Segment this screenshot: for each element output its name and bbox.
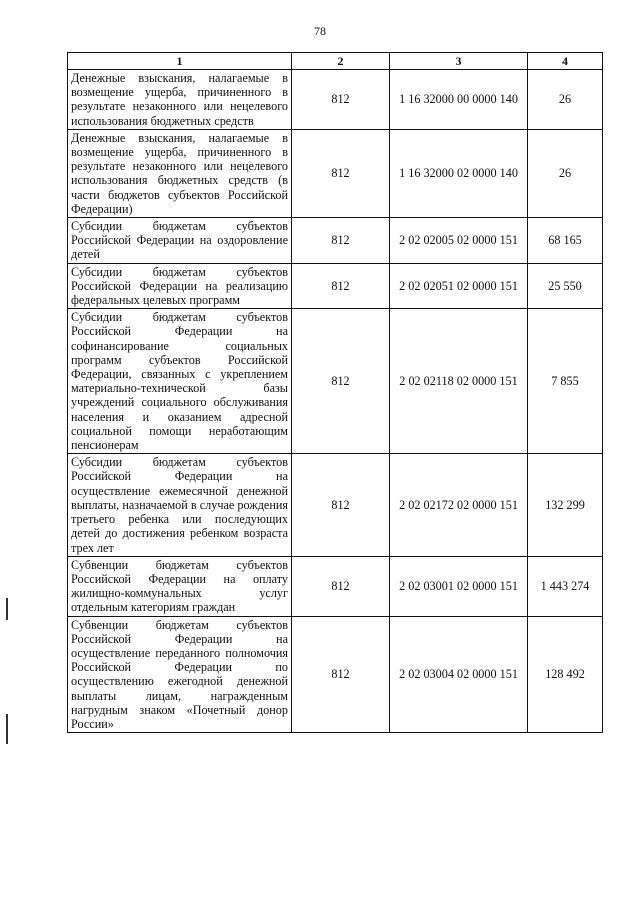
row-amount: 26 [528, 70, 603, 130]
row-description: Денежные взыскания, налагаемые в возмещение ущерба, причиненного в результате незаконного или нецелевого использования бюджетных средств (в части бюджетов субъектов Российской Федерации) [68, 129, 292, 217]
budget-table [67, 52, 603, 733]
table-row [68, 263, 603, 309]
row-description: Субсидии бюджетам субъектов Российской Федерации на реализацию федеральных целевых программ [68, 263, 292, 309]
row-admin-code: 812 [292, 616, 390, 733]
row-classification-code: 2 02 02005 02 0000 151 [390, 218, 528, 264]
row-amount: 132 299 [528, 454, 603, 556]
table-row [68, 616, 603, 733]
header-row [68, 53, 603, 70]
row-description: Субсидии бюджетам субъектов Российской Федерации на осуществление ежемесячной денежной выплаты, назначаемой в случае рождения третьего ребенка или последующих детей до достижения ребенком возраста трех лет [68, 454, 292, 556]
table-row [68, 556, 603, 616]
table-row [68, 129, 603, 217]
margin-mark [6, 598, 8, 620]
row-admin-code: 812 [292, 218, 390, 264]
row-description: Субвенции бюджетам субъектов Российской Федерации на оплату жилищно-коммунальных услуг отдельным категориям граждан [68, 556, 292, 616]
row-amount: 25 550 [528, 263, 603, 309]
row-classification-code: 1 16 32000 00 0000 140 [390, 70, 528, 130]
table-row [68, 454, 603, 556]
row-classification-code: 2 02 02172 02 0000 151 [390, 454, 528, 556]
row-amount: 68 165 [528, 218, 603, 264]
row-classification-code: 1 16 32000 02 0000 140 [390, 129, 528, 217]
row-admin-code: 812 [292, 454, 390, 556]
row-admin-code: 812 [292, 263, 390, 309]
row-admin-code: 812 [292, 70, 390, 130]
row-description: Субвенции бюджетам субъектов Российской Федерации на осуществление переданного полномочия Российской Федерации по осуществлению ежегодной денежной выплаты лицам, награжденным нагрудным знаком «Почетный донор России» [68, 616, 292, 733]
row-amount: 128 492 [528, 616, 603, 733]
row-amount: 26 [528, 129, 603, 217]
column-header: 4 [528, 53, 603, 70]
row-admin-code: 812 [292, 129, 390, 217]
row-classification-code: 2 02 02118 02 0000 151 [390, 309, 528, 454]
table-row [68, 70, 603, 130]
row-description: Субсидии бюджетам субъектов Российской Федерации на оздоровление детей [68, 218, 292, 264]
margin-mark [6, 714, 8, 744]
column-header: 3 [390, 53, 528, 70]
page-number: 78 [314, 24, 326, 38]
column-header: 1 [68, 53, 292, 70]
table-row [68, 309, 603, 454]
row-admin-code: 812 [292, 309, 390, 454]
row-classification-code: 2 02 03004 02 0000 151 [390, 616, 528, 733]
row-description: Денежные взыскания, налагаемые в возмещение ущерба, причиненного в результате незаконного или нецелевого использования бюджетных средств [68, 70, 292, 130]
row-classification-code: 2 02 02051 02 0000 151 [390, 263, 528, 309]
row-amount: 7 855 [528, 309, 603, 454]
column-header: 2 [292, 53, 390, 70]
row-amount: 1 443 274 [528, 556, 603, 616]
row-classification-code: 2 02 03001 02 0000 151 [390, 556, 528, 616]
row-description: Субсидии бюджетам субъектов Российской Федерации на софинансирование социальных программ субъектов Российской Федерации, связанных с укреплением материально-технической базы учреждений социального обслуживания населения и оказанием адресной социальной помощи неработающим пенсионерам [68, 309, 292, 454]
row-admin-code: 812 [292, 556, 390, 616]
table-row [68, 218, 603, 264]
